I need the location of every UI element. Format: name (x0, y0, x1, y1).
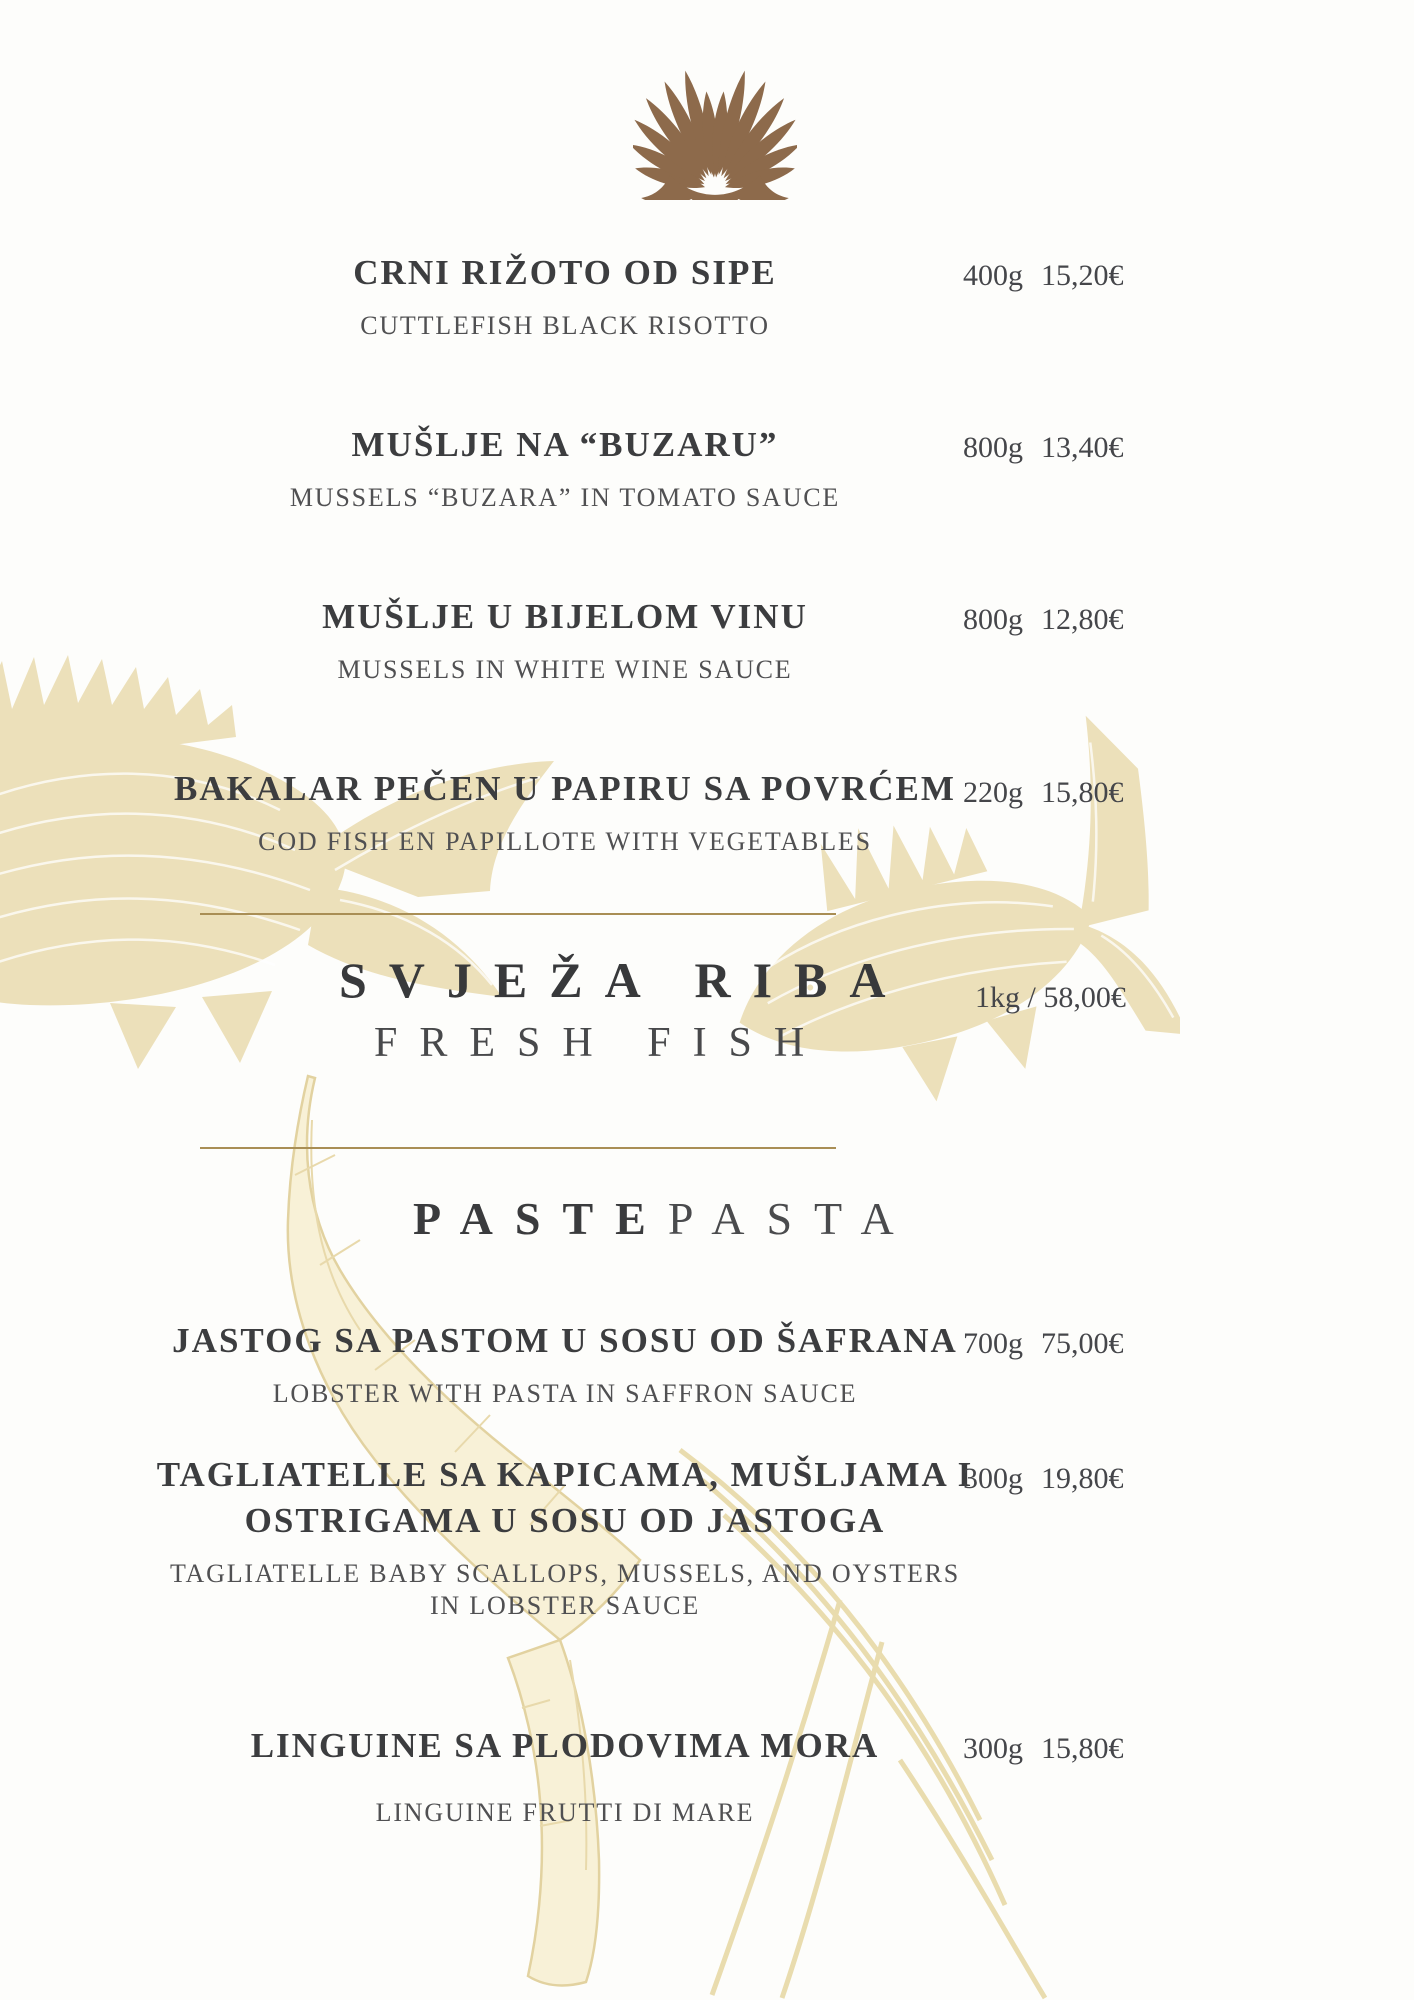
pasta-section-heading (413, 1192, 916, 1245)
item-price-line (963, 603, 1124, 637)
item-price-line (963, 776, 1124, 810)
section-price: 1kg / 58,00€ (975, 981, 1126, 1014)
item-subtitle: LOBSTER WITH PASTA IN SAFFRON SAUCE (272, 1379, 858, 1408)
item-price: 19,80€ (1041, 1462, 1124, 1495)
menu-item (0, 1723, 1130, 1829)
menu-item (0, 422, 1130, 514)
section-title-english: FRESH FISH (374, 1020, 827, 1066)
menu-item (0, 766, 1130, 858)
item-title: CRNI RIŽOTO OD SIPE (353, 253, 777, 292)
item-title: TAGLIATELLE SA KAPICAMA, MUŠLJAMA I OSTRIGAMA U SOSU OD JASTOGA (156, 1455, 974, 1540)
item-subtitle: CUTTLEFISH BLACK RISOTTO (360, 311, 770, 340)
item-price: 13,40€ (1041, 431, 1124, 464)
item-price: 15,20€ (1041, 259, 1124, 292)
item-subtitle: TAGLIATELLE BABY SCALLOPS, MUSSELS, AND OYSTERS IN LOBSTER SAUCE (169, 1559, 961, 1620)
item-price: 15,80€ (1041, 776, 1124, 809)
item-price-line (963, 431, 1124, 465)
item-weight: 300g (963, 1732, 1023, 1765)
item-price-line (963, 1462, 1124, 1496)
item-weight: 220g (963, 776, 1023, 809)
item-weight: 700g (963, 1327, 1023, 1360)
item-subtitle: LINGUINE FRUTTI DI MARE (375, 1798, 755, 1827)
item-weight: 800g (963, 603, 1023, 636)
pasta-heading-english: PASTA (667, 1193, 916, 1244)
menu-item (0, 250, 1130, 342)
divider-line-top (200, 913, 836, 915)
item-title: MUŠLJE NA “BUZARU” (351, 425, 779, 464)
item-price-line (963, 1327, 1124, 1361)
section-title-croatian: SVJEŽA RIBA (339, 952, 908, 1008)
menu-item (0, 594, 1130, 686)
item-title: BAKALAR PEČEN U PAPIRU SA POVRĆEM (174, 769, 956, 808)
item-title: LINGUINE SA PLODOVIMA MORA (250, 1726, 880, 1765)
item-title: MUŠLJE U BIJELOM VINU (322, 597, 808, 636)
item-weight: 400g (963, 259, 1023, 292)
item-price: 15,80€ (1041, 1732, 1124, 1765)
item-price-line (963, 1732, 1124, 1766)
fish-illustration-left-icon (0, 645, 560, 1075)
item-subtitle: COD FISH EN PAPILLOTE WITH VEGETABLES (258, 827, 872, 856)
item-title: JASTOG SA PASTOM U SOSU OD ŠAFRANA (172, 1321, 958, 1360)
item-price: 12,80€ (1041, 603, 1124, 636)
item-subtitle: MUSSELS IN WHITE WINE SAUCE (337, 655, 793, 684)
item-weight: 800g (963, 431, 1023, 464)
divider-line-bottom (200, 1147, 836, 1149)
pasta-heading-croatian: PASTE (413, 1193, 668, 1244)
item-weight: 300g (963, 1462, 1023, 1495)
item-subtitle: MUSSELS “BUZARA” IN TOMATO SAUCE (289, 483, 841, 512)
menu-item (0, 1452, 1130, 1622)
item-price-line (963, 259, 1124, 293)
item-price: 75,00€ (1041, 1327, 1124, 1360)
menu-item (0, 1318, 1130, 1410)
scallop-shell-icon (633, 36, 797, 200)
